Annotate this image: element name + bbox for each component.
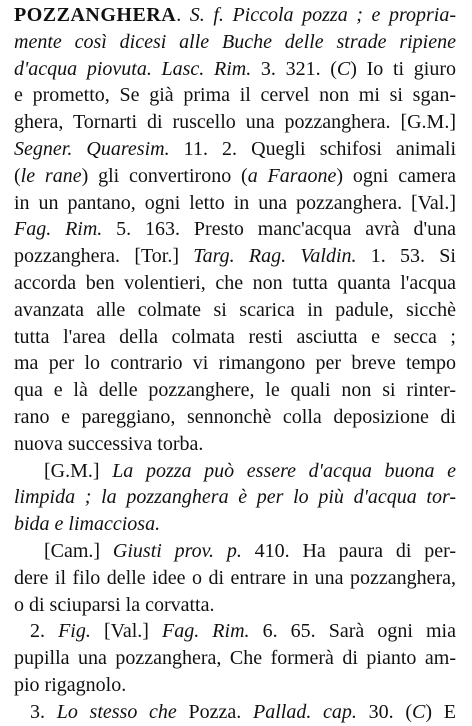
text-line: [14, 136, 456, 163]
italic-text: Fig.: [58, 620, 91, 643]
text-segment: pio rigagnolo.: [14, 674, 127, 696]
text-segment: tutta l'area della colmata resti asciutta e secca ;: [14, 325, 456, 348]
text-line: [14, 484, 456, 511]
text-segment: pozzanghera. [Tor.]: [14, 245, 194, 268]
italic-text: La pozza può essere d'acqua buona e: [112, 459, 456, 482]
italic-text: Fag. Rim.: [14, 218, 103, 241]
italic-text: Pallad. cap.: [253, 700, 357, 723]
text-line: [14, 565, 456, 592]
italic-text: Fag. Rim.: [162, 620, 250, 643]
text-line: [14, 404, 456, 431]
text-segment: .: [176, 4, 190, 26]
text-line: [14, 270, 456, 297]
text-segment: ) Io ti giuro: [350, 57, 456, 80]
text-segment: 30. (: [356, 700, 413, 723]
italic-text: Segner. Quaresim.: [14, 138, 170, 160]
text-segment: 5. 163. Presto manc'acqua avrà d'una: [102, 218, 456, 241]
text-line: [14, 109, 456, 136]
text-segment: 2.: [30, 620, 59, 643]
text-segment: 410. Ha paura di per-: [241, 540, 456, 562]
italic-text: limpida ; la pozzanghera è per lo più d'acqua tor-: [14, 486, 456, 509]
italic-text: d'acqua piovuta. Lasc. Rim.: [14, 57, 252, 80]
text-segment: ) ogni camera: [336, 164, 456, 187]
italic-text: bida e limacciosa.: [14, 513, 161, 536]
text-line: [14, 297, 456, 324]
text-segment: ghera, Tornarti di ruscello una pozzanghera. [G.M.]: [14, 111, 456, 134]
headword: POZZANGHERA: [14, 4, 177, 26]
text-segment: 11. 2. Quegli schifosi animali: [169, 138, 456, 160]
text-line: [14, 163, 456, 190]
text-line: [14, 2, 456, 29]
text-line: [14, 243, 456, 270]
text-line: [44, 458, 456, 485]
text-line: [44, 538, 456, 565]
text-segment: o di sciuparsi la corvatta.: [14, 593, 215, 616]
italic-text: S. f. Piccola pozza ; e propria-: [189, 4, 456, 26]
italic-text: mente così dicesi alle Buche delle strade ripiene: [14, 30, 456, 53]
text-line: [14, 56, 456, 83]
text-segment: 6. 65. Sarà ogni mia: [249, 620, 456, 643]
text-segment: avanzata alle colmate si scarica in padule, sicchè: [14, 298, 456, 321]
text-segment: ) gli convertirono (: [81, 164, 248, 187]
text-segment: accorda ben volentieri, che non tutta quanta l'acqua: [14, 272, 456, 294]
text-line: [14, 377, 456, 404]
italic-text: C: [412, 700, 426, 723]
italic-text: le rane: [20, 164, 82, 187]
italic-text: a Faraone: [247, 164, 337, 187]
text-segment: rano e pareggiano, sennonchè colla deposizione di: [14, 406, 456, 428]
text-line: [14, 350, 456, 377]
italic-text: Giusti prov. p.: [112, 540, 242, 562]
text-line: [14, 216, 456, 243]
text-line: [14, 190, 456, 217]
italic-text: Lo stesso che: [56, 700, 177, 723]
text-line: [14, 324, 456, 351]
text-segment: pupilla una pozzanghera, Che formerà di pianto am-: [14, 647, 456, 670]
text-line: [14, 592, 456, 619]
text-segment: e prometto, Se già prima il cervel non mi si sgan-: [14, 84, 456, 107]
text-segment: nuova successiva torba.: [14, 432, 204, 455]
text-segment: in un pantano, ogni letto in una pozzanghera. [Val.]: [14, 191, 456, 214]
italic-text: C: [336, 57, 351, 80]
text-segment: dere il filo delle idee o di entrare in una pozzanghera,: [14, 566, 456, 589]
text-line: [14, 645, 456, 672]
text-line: [14, 431, 456, 458]
text-line: [30, 618, 456, 645]
text-segment: [G.M.]: [44, 459, 113, 482]
text-segment: 1. 53. Si: [356, 245, 456, 268]
italic-text: Targ. Rag. Valdin.: [193, 245, 357, 268]
text-line: [14, 511, 456, 538]
text-line: [14, 82, 456, 109]
text-segment: 3. 321. (: [251, 57, 337, 80]
text-segment: Pozza.: [176, 700, 253, 723]
text-line: [14, 29, 456, 56]
text-segment: qua e là delle pozzanghere, le quali non si rinter-: [14, 379, 456, 402]
text-segment: ma per lo contrario vi rimangono per breve tempo: [14, 352, 456, 375]
text-line: [14, 672, 456, 699]
text-line: [30, 699, 456, 726]
text-segment: [Cam.]: [44, 540, 113, 562]
text-segment: 3.: [30, 700, 57, 723]
text-segment: ) E: [425, 700, 456, 723]
text-segment: [Val.]: [90, 620, 162, 643]
text-segment: (: [14, 164, 21, 187]
